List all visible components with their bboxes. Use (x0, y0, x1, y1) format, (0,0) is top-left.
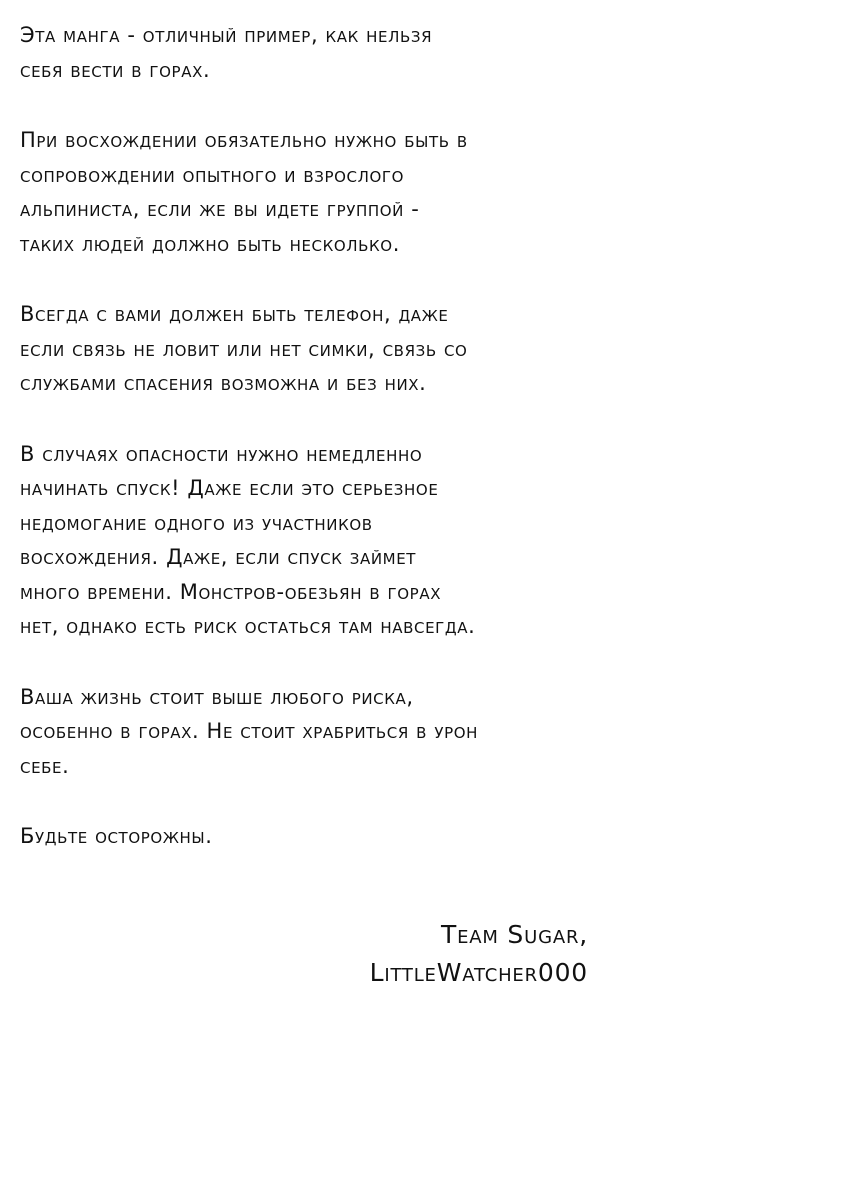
text-line: много времени. Монстров-обезьян в горах (20, 579, 442, 604)
paragraph-closing (20, 819, 820, 854)
paragraph-phone (20, 297, 820, 401)
paragraph-intro (20, 18, 820, 87)
text-line: Всегда с вами должен быть телефон, даже (20, 302, 449, 326)
text-line: себе. (20, 753, 70, 778)
text-line: если связь не ловит или нет симки, связь со (20, 336, 468, 361)
text-line: недомогание одного из участников (20, 510, 373, 535)
text-line: таких людей должно быть несколько. (20, 231, 400, 256)
text-line: службами спасения возможна и без них. (20, 371, 427, 395)
text-line: В случаях опасности нужно немедленно (20, 441, 423, 466)
text-line: начинать спуск! Даже если это серьезное (20, 476, 439, 500)
text-line: Ваша жизнь стоит выше любого риска, (20, 684, 414, 709)
text-line: себя вести в горах. (20, 57, 211, 82)
text-line: Будьте осторожны. (20, 824, 213, 848)
paragraph-danger (20, 437, 820, 644)
signature-author: LittleWatcher000 (369, 958, 588, 987)
text-line: сопровождении опытного и взрослого (20, 162, 405, 187)
text-line: восхождения. Даже, если спуск займет (20, 545, 417, 569)
text-line: нет, однако есть риск остаться там навсегда. (20, 614, 476, 638)
text-line: При восхождении обязательно нужно быть в (20, 128, 468, 152)
text-line: особенно в горах. Не стоит храбриться в урон (20, 719, 478, 743)
signature-team: Team Sugar, (441, 920, 588, 949)
text-line: альпиниста, если же вы идете группой - (20, 197, 420, 221)
note-text (20, 18, 820, 890)
paragraph-escort (20, 123, 820, 261)
paragraph-life (20, 680, 820, 784)
text-line: Эта манга - отличный пример, как нельзя (20, 23, 433, 47)
signature (370, 916, 588, 992)
